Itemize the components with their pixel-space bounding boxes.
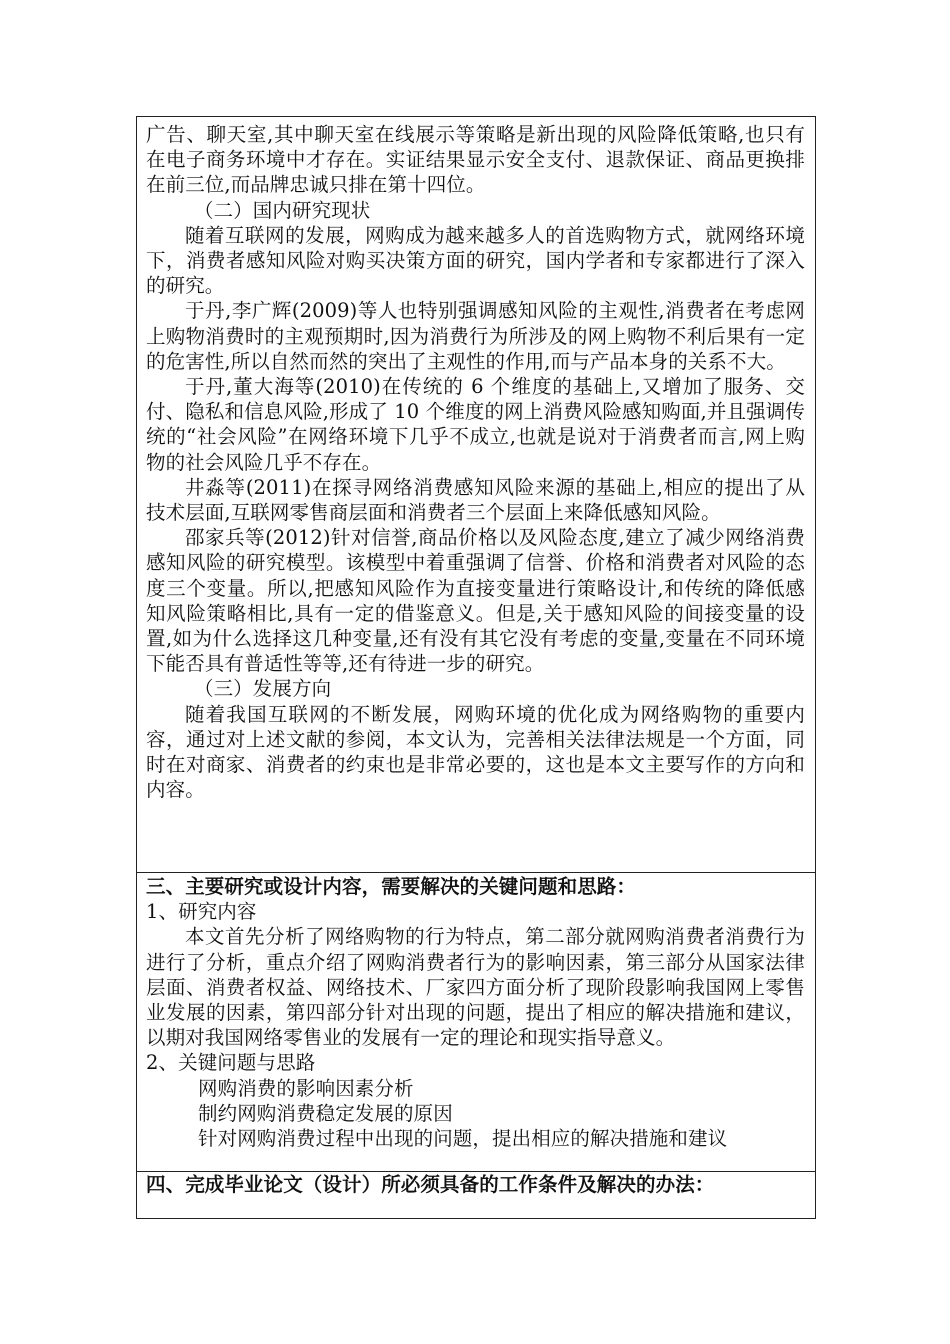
proposal-table [136,116,816,1219]
paragraph: 随着互联网的发展，网购成为越来越多人的首选购物方式，就网络环境下，消费者感知风险对购买决策方面的研究，国内学者和专家都进行了深入的研究。 [146,223,805,298]
key-issue-item: 网购消费的影响因素分析 [198,1076,414,1100]
section-heading-work-conditions: 四、完成毕业论文（设计）所必须具备的工作条件及解决的办法： [146,1173,715,1196]
item-heading-key-issues: 2、关键问题与思路 [146,1051,316,1075]
paragraph: 井淼等(2011)在探寻网络消费感知风险来源的基础上,相应的提出了从技术层面,互联网零售商层面和消费者三个层面上来降低感知风险。 [146,475,805,525]
section-heading-research-content: 三、主要研究或设计内容，需要解决的关键问题和思路： [146,875,637,898]
research-content-cell [137,873,815,1172]
paragraph: 邵家兵等(2012)针对信誉,商品价格以及风险态度,建立了减少网络消费感知风险的研究模型。该模型中着重强调了信誉、价格和消费者对风险的态度三个变量。所以,把感知风险作为直接变量进行策略设计,和传统的降低感知风险策略相比,具有一定的借鉴意义。但是,关于感知风险的间接变量的设置,如为什么选择这几种变量,还有没有其它没有考虑的变量,变量在不同环境下能否具有普适性等等,还有待进一步的研究。 [146,526,805,676]
literature-review-cell [137,117,815,873]
paragraph: 于丹,董大海等(2010)在传统的 6 个维度的基础上,又增加了服务、交付、隐私和信息风险,形成了 10 个维度的网上消费风险感知购面,并且强调传统的“社会风险”在网络环境下几乎不成立,也就是说对于消费者而言,网上购物的社会风险几乎不存在。 [146,375,805,474]
item-heading-research-content: 1、研究内容 [146,900,257,924]
work-conditions-cell [137,1172,815,1220]
subsection-title-direction: （三）发展方向 [194,677,332,701]
paragraph: 本文首先分析了网络购物的行为特点，第二部分就网购消费者消费行为进行了分析，重点介绍了网购消费者行为的影响因素，第三部分从国家法律层面、消费者权益、网络技术、厂家四方面分析了现阶段影响我国网上零售业发展的因素，第四部分针对出现的问题，提出了相应的解决措施和建议，以期对我国网络零售业的发展有一定的理论和现实指导意义。 [146,925,805,1050]
paragraph: 于丹,李广辉(2009)等人也特别强调感知风险的主观性,消费者在考虑网上购物消费时的主观预期时,因为消费行为所涉及的网上购物不利后果有一定的危害性,所以自然而然的突出了主观性的作用,而与产品本身的关系不大。 [146,299,805,373]
paragraph: 广告、聊天室,其中聊天室在线展示等策略是新出现的风险降低策略,也只有在电子商务环境中才存在。实证结果显示安全支付、退款保证、商品更换排在前三位,而品牌忠诚只排在第十四位。 [146,123,805,197]
key-issue-item: 制约网购消费稳定发展的原因 [198,1101,453,1125]
paragraph: 随着我国互联网的不断发展，网购环境的优化成为网络购物的重要内容，通过对上述文献的参阅，本文认为，完善相关法律法规是一个方面，同时在对商家、消费者的约束也是非常必要的，这也是本文主要写作的方向和内容。 [146,702,805,802]
subsection-title-domestic: （二）国内研究现状 [194,198,371,222]
key-issue-item: 针对网购消费过程中出现的问题，提出相应的解决措施和建议 [198,1127,728,1151]
